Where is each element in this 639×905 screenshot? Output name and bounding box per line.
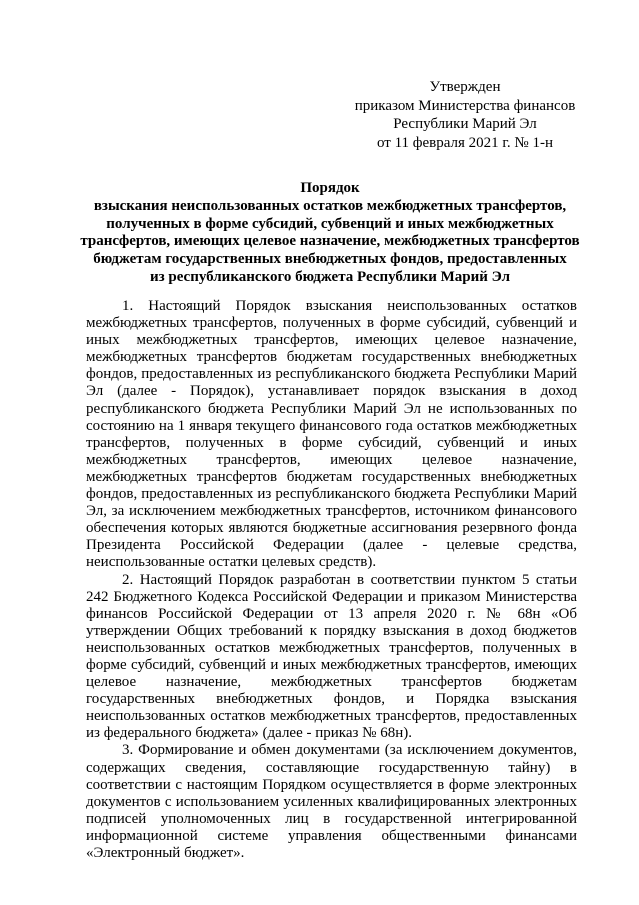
paragraph-3: 3. Формирование и обмен документами (за исключением документов, содержащих сведения, составляющие государственную тайну) в соответствии с настоящим Порядком осуществляется в форме электронных документов с использованием усиленных квалифицированных электронных подписей уполномоченных лиц в государственной интегрированной информационной системе управления общественными финансами «Электронный бюджет».: [86, 742, 577, 861]
paragraph-1: 1. Настоящий Порядок взыскания неиспользованных остатков межбюджетных трансфертов, полученных в форме субсидий, субвенций и иных межбюджетных трансфертов, имеющих целевое назначение, межбюджетных трансфертов бюджетам государственных внебюджетных фондов, предоставленных из республиканского бюджета Республики Марий Эл (далее - Порядок), устанавливает порядок взыскания в доход республиканского бюджета Республики Марий Эл не использованных по состоянию на 1 января текущего финансового года остатков межбюджетных трансфертов, полученных в форме субсидий, субвенций и иных межбюджетных трансфертов, имеющих целевое назначение, межбюджетных трансфертов бюджетам государственных внебюджетных фондов, предоставленных из республиканского бюджета Республики Марий Эл, за исключением межбюджетных трансфертов, источником финансового обеспечения которых являются бюджетные ассигнования резервного фонда Президента Российской Федерации (далее - целевые средства, неиспользованные остатки целевых средств).: [86, 298, 577, 571]
title-line: взыскания неиспользованных остатков межбюджетных трансфертов,: [93, 197, 567, 214]
approval-line: Утвержден: [429, 79, 501, 95]
title-line: бюджетам государственных внебюджетных фондов, предоставленных: [93, 251, 567, 268]
approval-block: [340, 78, 590, 152]
title-line: Порядок: [300, 180, 360, 196]
approval-line: от 11 февраля 2021 г. № 1-н: [377, 134, 553, 151]
title-line: из республиканского бюджета Республики Марий Эл: [149, 268, 511, 285]
document-body: [86, 298, 577, 862]
approval-line: приказом Министерства финансов: [354, 97, 576, 114]
title-line: полученных в форме субсидий, субвенций и иных межбюджетных: [106, 215, 554, 232]
document-title: [60, 180, 600, 287]
paragraph-2: 2. Настоящий Порядок разработан в соответствии пунктом 5 статьи 242 Бюджетного Кодекса Российской Федерации и приказом Министерства финансов Российской Федерации от 13 апреля 2020 г. № 68н «Об утверждении Общих требований к порядку взыскания в доход бюджетов неиспользованных остатков межбюджетных трансфертов, полученных в форме субсидий, субвенций и иных межбюджетных трансфертов, имеющих целевое назначение, межбюджетных трансфертов бюджетам государственных внебюджетных фондов, и Порядка взыскания неиспользованных остатков межбюджетных трансфертов, предоставленных из федерального бюджета» (далее - приказ № 68н).: [86, 571, 577, 742]
title-line: трансфертов, имеющих целевое назначение, межбюджетных трансфертов: [80, 233, 580, 250]
approval-line: Республики Марий Эл: [393, 116, 537, 132]
